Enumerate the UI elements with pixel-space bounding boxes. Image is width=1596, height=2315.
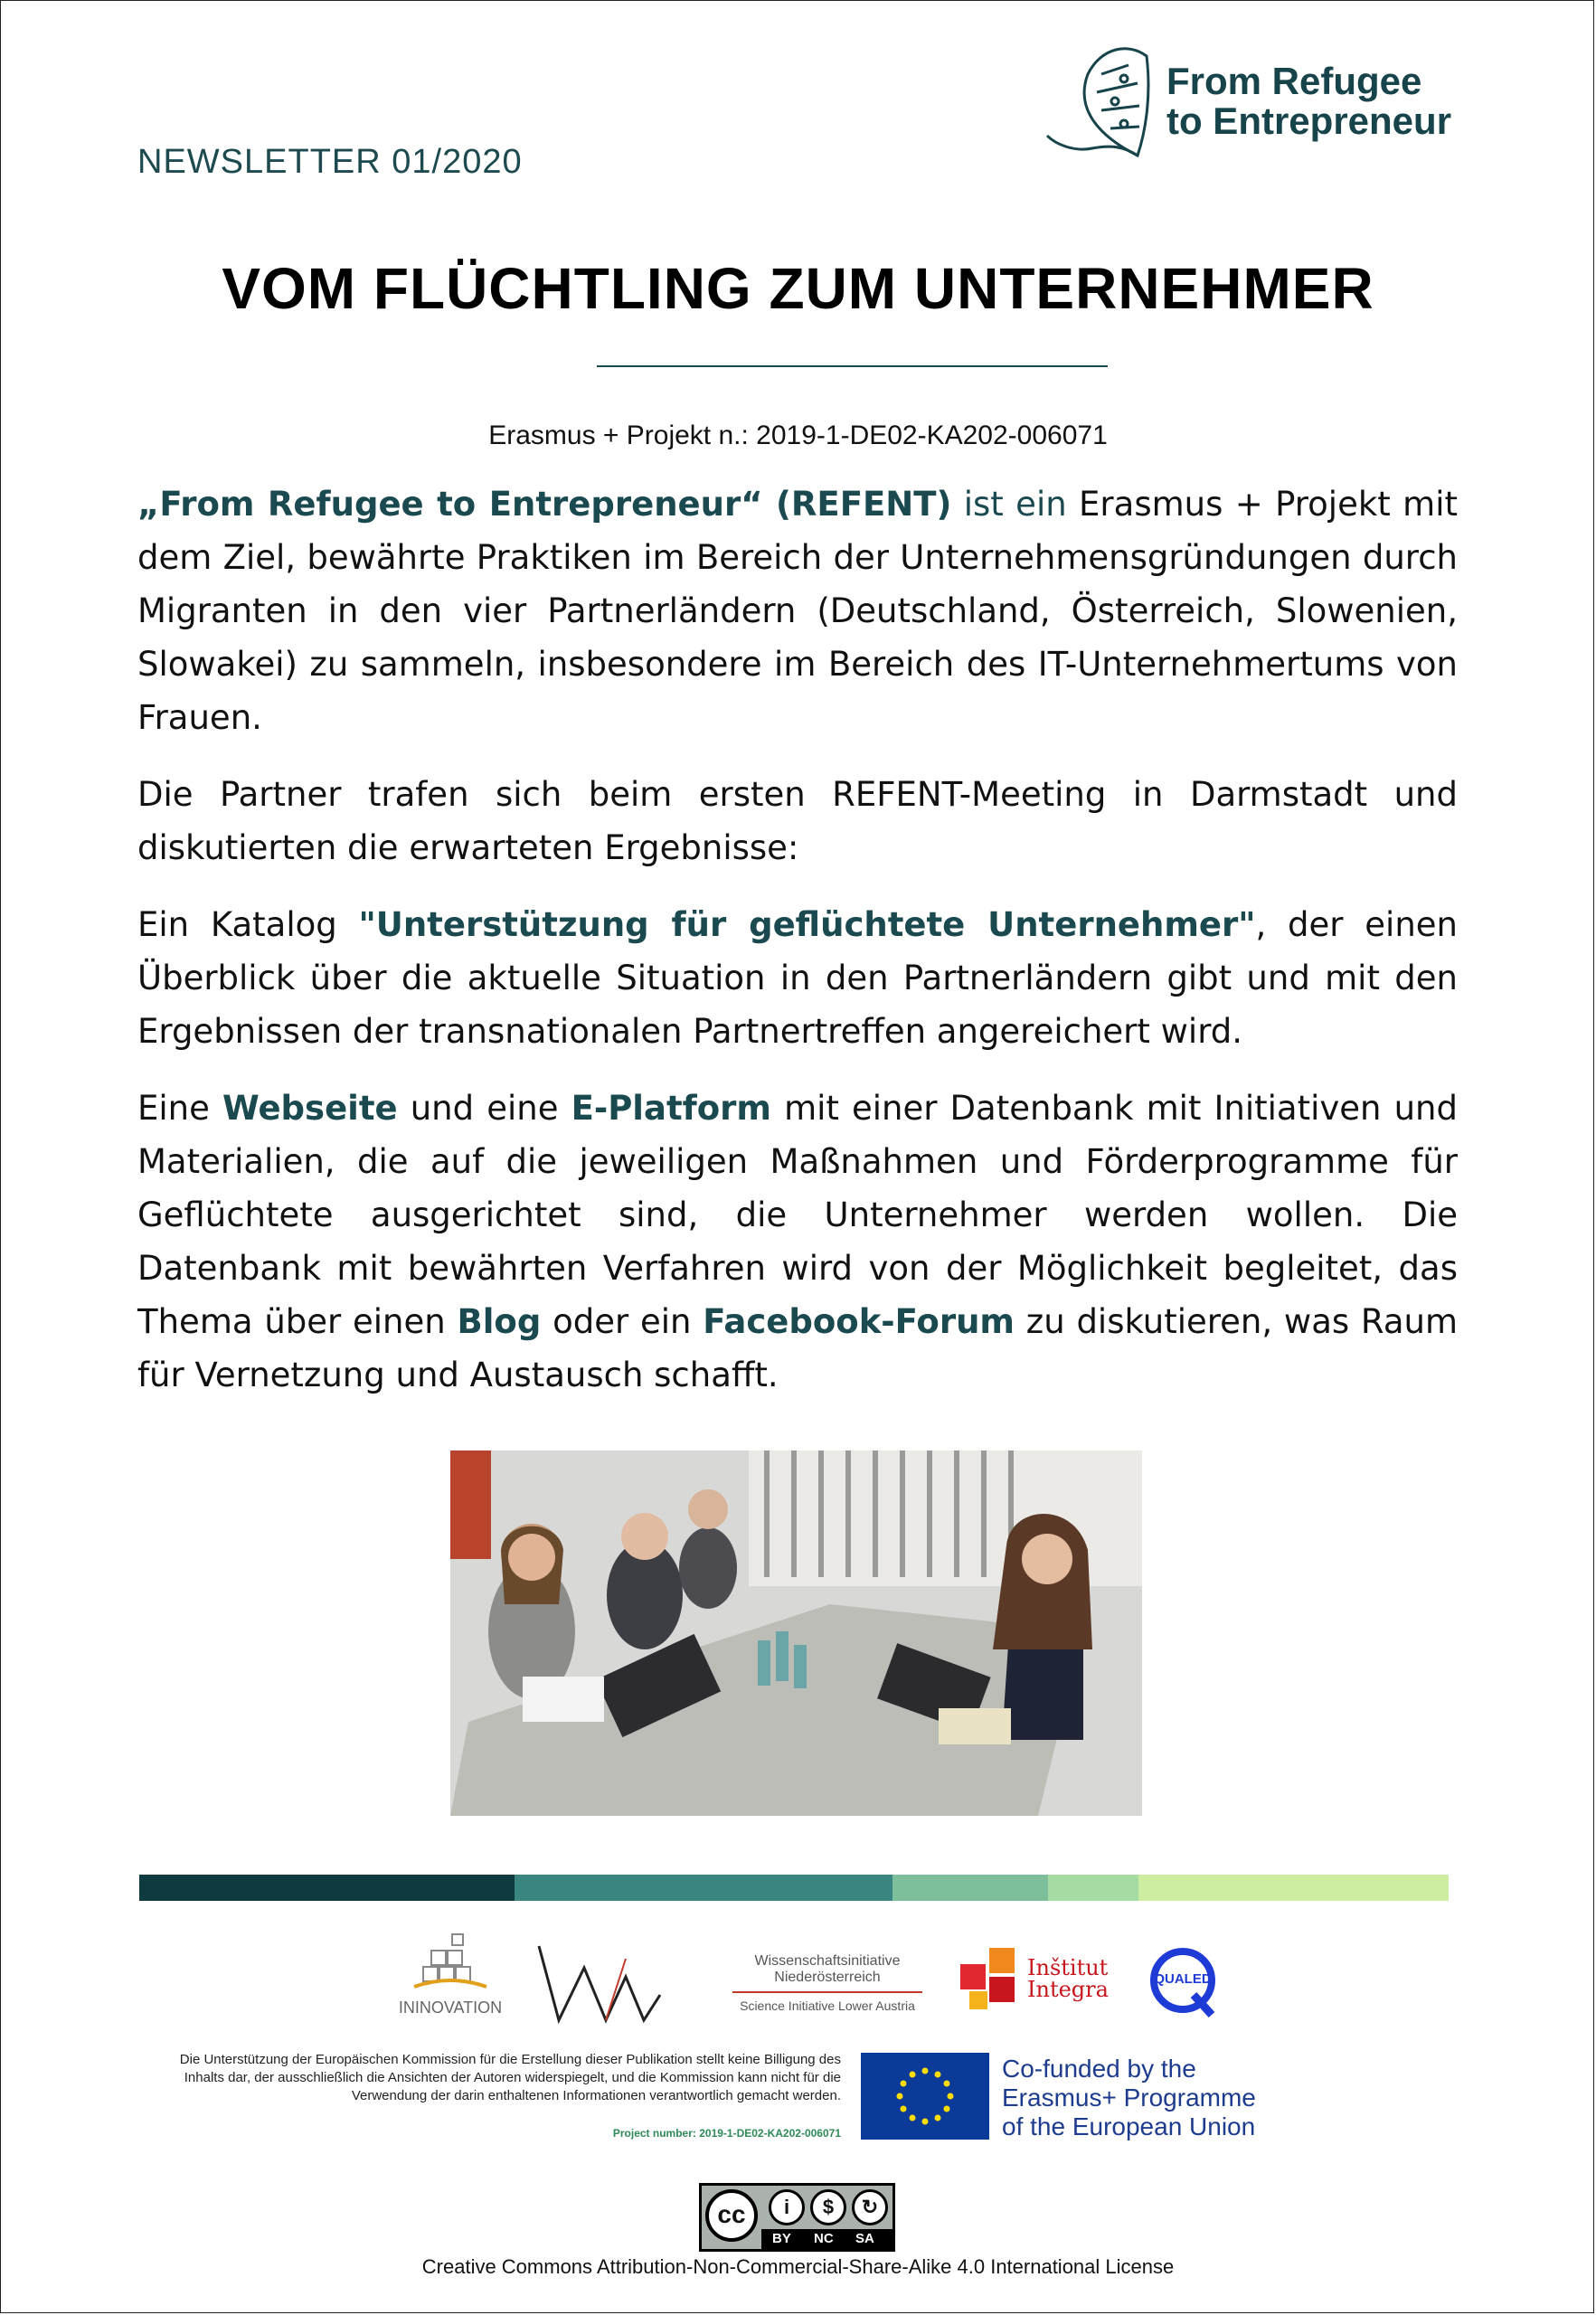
paragraph-1-mid: ist ein: [951, 485, 1067, 524]
integra-line-2: Integra: [1027, 1977, 1109, 2002]
meeting-photo: [450, 1450, 1142, 1816]
cc-by-label: BY: [772, 2231, 791, 2246]
wissenschaft-line-3: Science Initiative Lower Austria: [740, 1998, 915, 2013]
article-body: [137, 477, 1458, 1425]
color-bar-segment-2: [515, 1875, 892, 1901]
logo-line-2: to Entrepreneur: [1166, 99, 1452, 142]
paragraph-3-rest: , der einen Überblick über die aktuelle Situation in den Partnerländern gibt und mit den Ergebnissen der transnationalen Partnertreffen angereichert wird.: [137, 905, 1458, 1051]
ininovation-cubes-icon: [387, 1931, 514, 1994]
sa-share-icon: ↻: [852, 2189, 888, 2225]
wissenschaft-line-2: Niederösterreich: [774, 1970, 881, 1985]
paragraph-3-pre: Ein Katalog: [137, 905, 359, 944]
eu-line-1: Co-funded by the: [1002, 2055, 1196, 2083]
cc-license-caption: Creative Commons Attribution-Non-Commercial-Share-Alike 4.0 International License: [421, 2255, 1175, 2278]
p4-b: und eine: [397, 1089, 571, 1128]
eu-cofunded-text: [1002, 2055, 1256, 2141]
p4-a: Eine: [137, 1089, 222, 1128]
logo-wordmark: [1166, 61, 1451, 141]
project-line: Erasmus + Projekt n.: 2019-1-DE02-KA202-006071: [488, 420, 1108, 450]
catalog-title: "Unterstützung für geflüchtete Unternehmer": [358, 905, 1256, 944]
p4-d: oder ein: [541, 1302, 704, 1341]
title-divider: [597, 365, 1108, 367]
cc-terms-strip: [761, 2229, 892, 2249]
wissenschaftsinitiative-logo: [723, 1953, 931, 2013]
nc-dollar-icon: $: [810, 2189, 846, 2225]
integra-line-1: Inštitut: [1027, 1955, 1109, 1980]
project-number: Project number: 2019-1-DE02-KA202-006071: [612, 2127, 841, 2140]
paragraph-3: [137, 898, 1458, 1058]
ininovation-label: ININOVATION: [398, 1998, 503, 2017]
eu-flag-icon: [861, 2053, 989, 2140]
color-bar-segment-3: [892, 1875, 1048, 1901]
page-title: VOM FLÜCHTLING ZUM UNTERNEHMER: [222, 256, 1374, 321]
color-bar-segment-1: [139, 1875, 515, 1901]
wissenschaft-divider: [732, 1991, 922, 1993]
eu-line-3: of the European Union: [1002, 2112, 1256, 2140]
ininovation-logo: [387, 1931, 514, 2021]
qualed-label: QUALED: [1154, 1971, 1212, 1987]
institut-integra-logo: [957, 1944, 1119, 2017]
integra-label: [1027, 1957, 1109, 2000]
eplatform-highlight: E-Platform: [571, 1089, 771, 1128]
p4-c: mit einer Datenbank mit Initiativen und Materialien, die auf die jeweiligen Maßnahmen und Förderprogramme für Geflüchtete ausgerichtet sind, die Unternehmer werden wollen. Die Datenbank mit bewährten Verfahren wird von der Möglichkeit begleitet, das Thema über einen: [137, 1089, 1458, 1341]
facebook-forum-highlight: Facebook-Forum: [703, 1302, 1015, 1341]
newsletter-label: NEWSLETTER 01/2020: [137, 143, 523, 181]
cc-license-badge: [699, 2183, 895, 2252]
cc-nc-label: NC: [814, 2231, 834, 2246]
blog-highlight: Blog: [457, 1302, 542, 1341]
paragraph-4: [137, 1082, 1458, 1402]
logo-line-1: From Refugee: [1166, 60, 1422, 102]
paragraph-2: Die Partner trafen sich beim ersten REFENT-Meeting in Darmstadt und diskutierten die erwarteten Ergebnisse:: [137, 775, 1458, 867]
color-bar-segment-5: [1138, 1875, 1449, 1901]
puzzle-icon: [957, 1944, 1022, 2013]
cc-sa-label: SA: [855, 2231, 874, 2246]
by-person-icon: i: [769, 2189, 805, 2225]
eu-line-2: Erasmus+ Programme: [1002, 2084, 1256, 2112]
p4-e: zu diskutieren, was Raum für Vernetzung und Austausch schafft.: [137, 1302, 1458, 1394]
wissenschaft-line-1: Wissenschaftsinitiative: [754, 1953, 901, 1969]
paragraph-1: [137, 477, 1458, 744]
color-bar-segment-4: [1048, 1875, 1138, 1901]
project-name: „From Refugee to Entrepreneur“ (REFENT): [137, 485, 952, 524]
eu-disclaimer: Die Unterstützung der Europäischen Kommission für die Erstellung dieser Publikation stellt keine Billigung des Inhalts dar, der ausschließlich die Ansichten der Autoren widerspiegelt, und die Kommission kann nicht für die Verwendung der darin enthaltenen Informationen verantwortlich gemacht werden.: [179, 2052, 841, 2103]
paragraph-1-rest: Erasmus + Projekt mit dem Ziel, bewährte Praktiken im Bereich der Unternehmensgründungen durch Migranten in den vier Partnerländern (Deutschland, Österreich, Slowenien, Slowakei) zu sammeln, insbesondere im Bereich des IT-Unternehmertums von Frauen.: [137, 485, 1458, 737]
webseite-highlight: Webseite: [222, 1089, 398, 1128]
wvw-logo-icon: [535, 1941, 664, 2024]
cc-icon: cc: [705, 2189, 758, 2242]
qualed-logo: [1147, 1944, 1223, 2020]
